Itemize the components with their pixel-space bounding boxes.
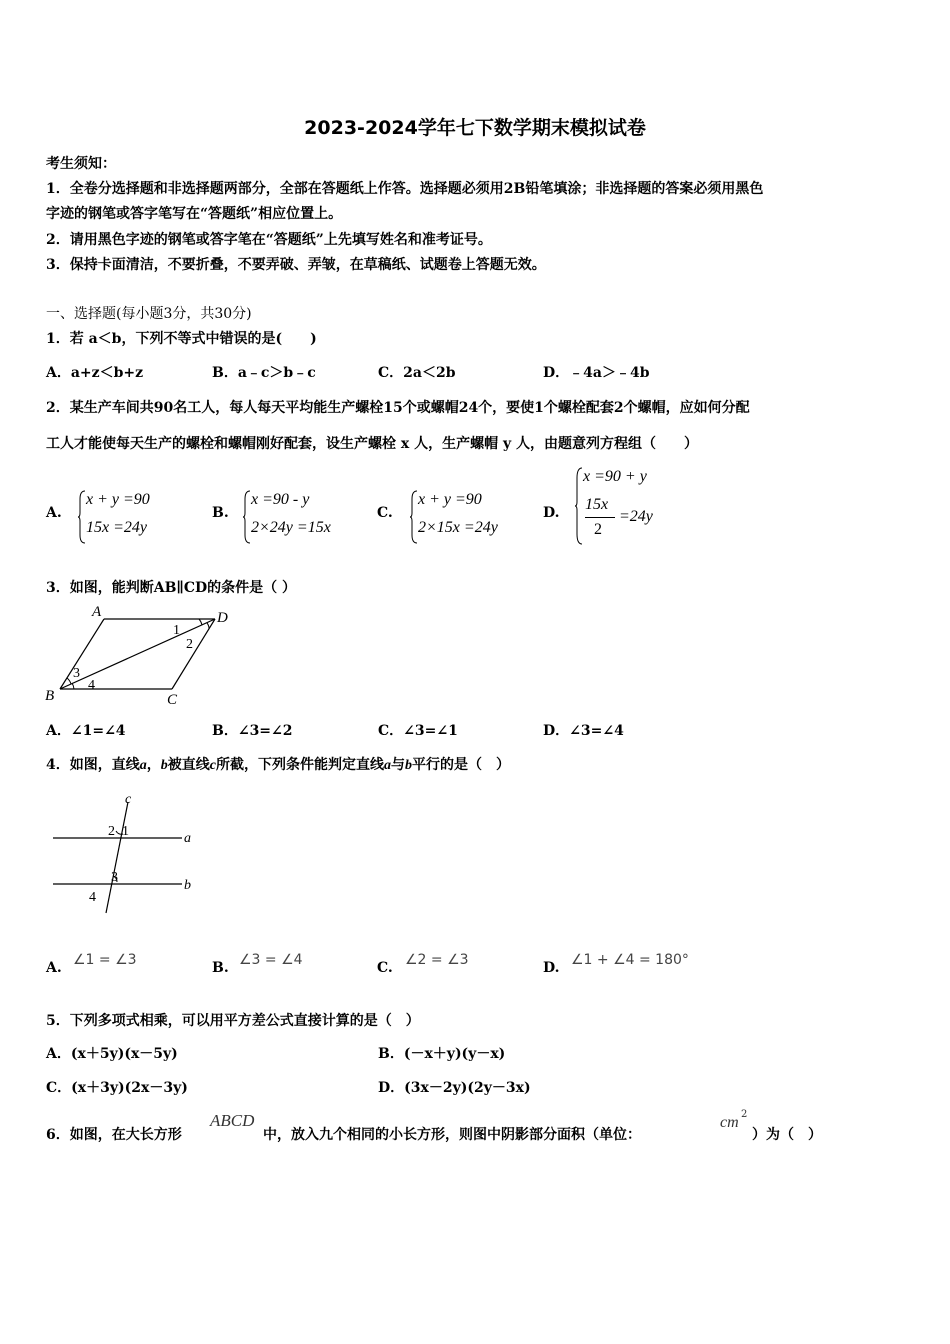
q4-mid3: 与 (390, 757, 405, 773)
q3-angle-1: 1 (173, 623, 180, 638)
q4-stem-pre: 4．如图，直线 (46, 757, 140, 773)
q2-stem-line2: 工人才能使每天生产的螺栓和螺帽刚好配套，设生产螺栓 x 人，生产螺帽 y 人，由题意列方程组（ ） (46, 436, 698, 452)
q1-option-b[interactable]: B．a﹣c＞b﹣c (212, 365, 316, 381)
q4-mid1: 被直线 (167, 757, 210, 773)
q2-option-c[interactable] (410, 489, 535, 545)
q4-option-d[interactable]: ∠1 + ∠4 = 180° (571, 952, 689, 968)
q5-option-c[interactable]: C．(x＋3y)(2x－3y) (46, 1080, 188, 1096)
q4-label-a: a (184, 831, 191, 846)
page-title: 2023-2024学年七下数学期末模拟试卷 (304, 117, 646, 139)
q3-label-b: B (45, 688, 55, 704)
q5-option-b[interactable]: B．(－x＋y)(y－x) (378, 1046, 506, 1062)
q4-angle-2: 2 (108, 824, 115, 839)
q2-b-eq1: x =90 - y (251, 491, 310, 508)
q3-label-a: A (92, 604, 102, 620)
q2-label-c[interactable]: C. (377, 505, 393, 521)
q4-var-a2: a (383, 758, 391, 773)
q4-option-c[interactable]: ∠2 = ∠3 (405, 952, 469, 968)
q4-label-b: b (184, 878, 191, 893)
q2-d-eq1: x =90 + y (583, 468, 647, 485)
q3-option-c[interactable]: C．∠3=∠1 (378, 723, 458, 739)
q4-var-b2: b (404, 758, 412, 773)
q4-parallel-lines-figure (45, 788, 205, 923)
q5-option-a[interactable]: A．(x＋5y)(x－5y) (46, 1046, 178, 1062)
q2-label-d[interactable]: D. (543, 505, 560, 521)
q4-sep: ， (146, 757, 161, 773)
q3-option-b[interactable]: B．∠3=∠2 (212, 723, 293, 739)
q3-label-c: C (167, 692, 178, 708)
q2-b-eq2: 2×24y =15x (251, 519, 331, 536)
q3-angle-3: 3 (73, 666, 80, 681)
q4-mid2: 所截，下列条件能判定直线 (215, 757, 384, 773)
q3-label-d: D (217, 610, 228, 626)
q1-option-d[interactable]: D．﹣4a＞﹣4b (543, 365, 650, 381)
brace-icon (575, 466, 583, 546)
notice-line2: 2．请用黑色字迹的钢笔或答字笔在“答题纸”上先填写姓名和准考证号。 (46, 232, 492, 248)
q2-label-a[interactable]: A. (46, 505, 62, 521)
q4-var-c: c (209, 758, 216, 773)
q6-stem-post: ）为（ ） (752, 1127, 822, 1143)
q5-stem: 5．下列多项式相乘，可以用平方差公式直接计算的是（ ） (46, 1013, 420, 1029)
notice-line1a: 1．全卷分选择题和非选择题两部分，全部在答题纸上作答。选择题必须用2B铅笔填涂；非选择题的答案必须用黑色 (46, 181, 764, 197)
q2-a-eq1: x + y =90 (86, 491, 150, 508)
q6-unit-sup: 2 (741, 1109, 748, 1120)
q4-stem-post: 平行的是（ ） (411, 757, 510, 773)
q4-option-a[interactable]: ∠1 = ∠3 (73, 952, 137, 968)
q6-unit: cm (720, 1114, 739, 1131)
brace-icon (410, 489, 418, 545)
q4-var-b: b (160, 758, 168, 773)
q4-label-d-opt[interactable]: D. (543, 960, 560, 976)
notice-heading: 考生须知： (46, 156, 116, 172)
q2-option-d[interactable] (575, 466, 685, 546)
brace-icon (78, 489, 86, 545)
q2-d-rhs: =24y (619, 508, 653, 525)
q2-d-den: 2 (594, 521, 602, 538)
q3-stem: 3．如图，能判断AB∥CD的条件是（ ） (46, 580, 297, 596)
q3-option-d[interactable]: D．∠3=∠4 (543, 723, 624, 739)
q1-stem: 1．若 a＜b，下列不等式中错误的是( ) (46, 331, 317, 347)
q3-parallelogram-figure (40, 603, 240, 713)
q4-label-b-opt[interactable]: B. (212, 960, 229, 976)
section-heading: 一、选择题(每小题3分，共30分) (46, 306, 252, 322)
q4-label-a-opt[interactable]: A. (46, 960, 62, 976)
q2-stem-line1: 2．某生产车间共90名工人，每人每天平均能生产螺栓15个或螺帽24个，要使1个螺栓配套2个螺帽，应如何分配 (46, 400, 750, 416)
q2-label-b[interactable]: B. (212, 505, 229, 521)
q4-option-b[interactable]: ∠3 = ∠4 (239, 952, 303, 968)
q1-option-a[interactable]: A．a+z＜b+z (46, 365, 144, 381)
q5-option-d[interactable]: D．(3x－2y)(2y－3x) (378, 1080, 531, 1096)
fraction-bar (585, 517, 615, 518)
q3-angle-2: 2 (186, 637, 193, 652)
q4-label-c-opt[interactable]: C. (377, 960, 393, 976)
notice-line1b: 字迹的钢笔或答字笔写在“答题纸”相应位置上。 (46, 206, 343, 222)
q6-stem-mid: 中，放入九个相同的小长方形，则图中阴影部分面积（单位： (263, 1127, 641, 1143)
q3-angle-4: 4 (88, 678, 95, 693)
brace-icon (243, 489, 251, 545)
q4-angle-1: 1 (122, 824, 129, 839)
q2-c-eq1: x + y =90 (418, 491, 482, 508)
q2-option-b[interactable] (243, 489, 363, 545)
q4-label-c: c (125, 792, 132, 807)
q4-var-a: a (139, 758, 147, 773)
q2-c-eq2: 2×15x =24y (418, 519, 498, 536)
q4-angle-3: 3 (111, 870, 118, 885)
q2-d-num: 15x (585, 496, 609, 513)
q4-stem (46, 754, 510, 774)
q6-stem-pre: 6．如图，在大长方形 (46, 1127, 182, 1143)
q2-option-a[interactable] (78, 489, 188, 545)
notice-line3: 3．保持卡面清洁，不要折叠，不要弄破、弄皱，在草稿纸、试题卷上答题无效。 (46, 257, 546, 273)
q2-a-eq2: 15x =24y (86, 519, 147, 536)
q4-angle-4: 4 (89, 890, 96, 905)
q6-abcd: ABCD (210, 1111, 255, 1130)
q1-option-c[interactable]: C．2a＜2b (378, 365, 456, 381)
q3-option-a[interactable]: A．∠1=∠4 (46, 723, 126, 739)
